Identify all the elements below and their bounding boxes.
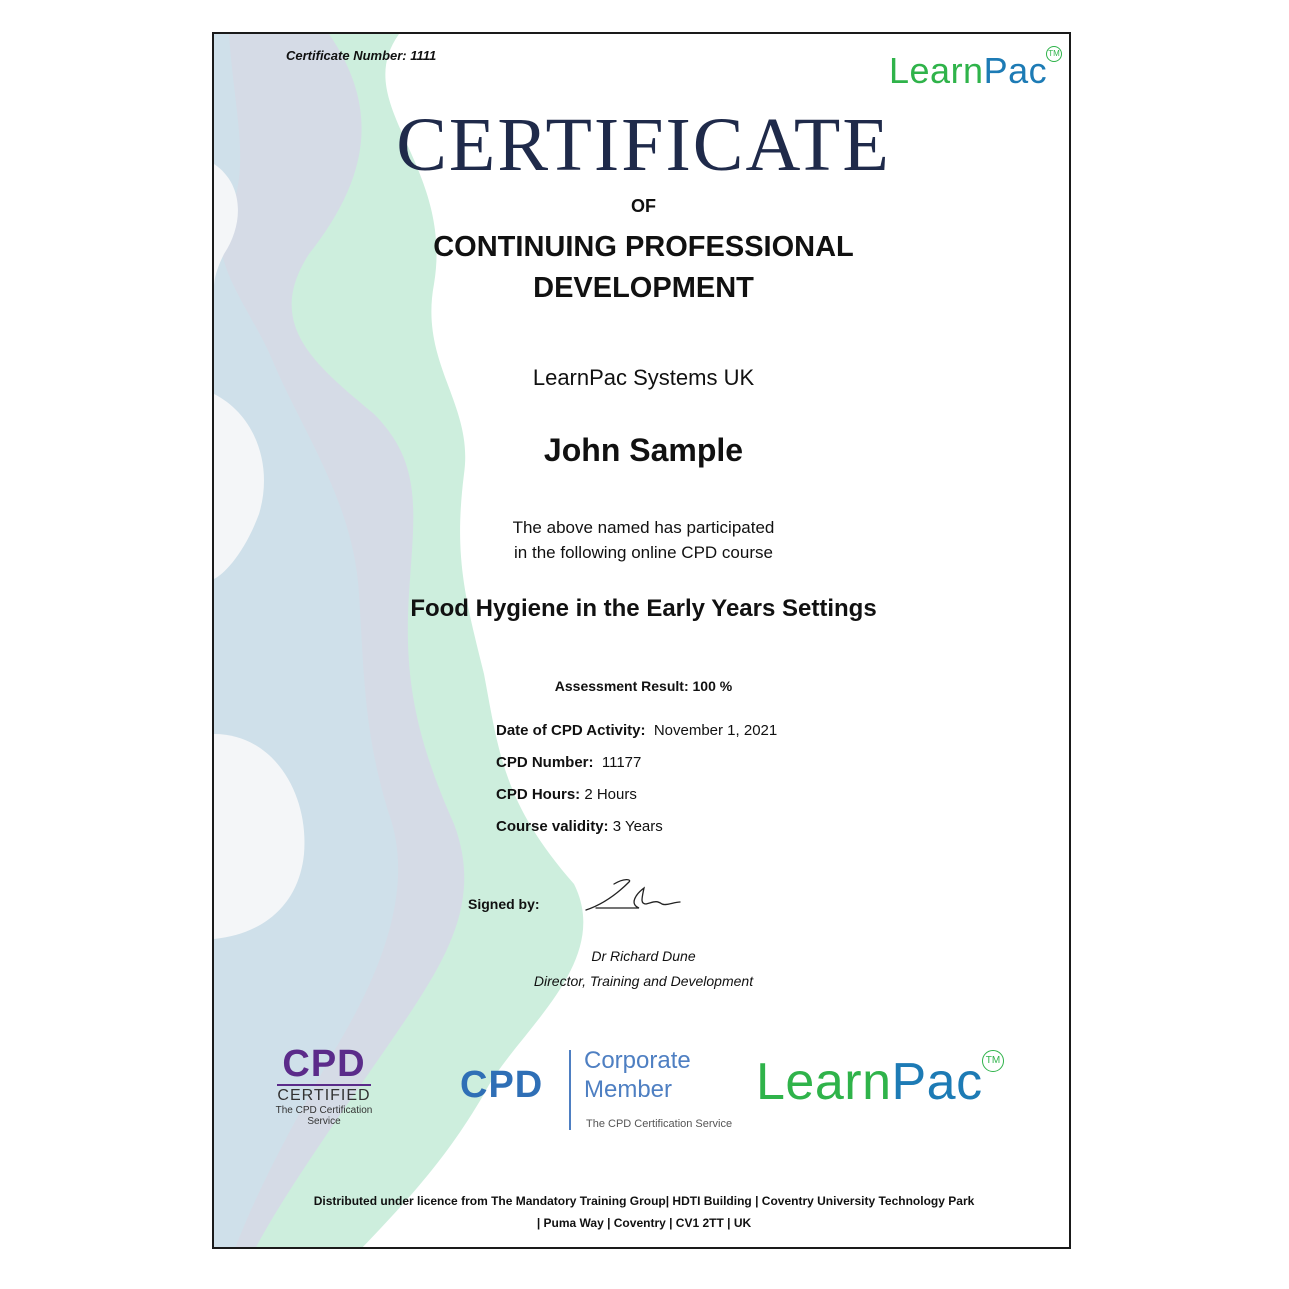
brand-part-learn: Learn	[889, 50, 984, 91]
corporate-line-2: Member	[584, 1076, 673, 1103]
cpd-certified-word: CERTIFIED	[277, 1084, 370, 1105]
corporate-member-text	[584, 1046, 691, 1104]
signed-by-label: Signed by:	[468, 896, 540, 912]
trademark-icon: TM	[1046, 46, 1062, 62]
footer-address	[274, 1190, 1014, 1234]
footer-line-1: Distributed under licence from The Mandatory Training Group| HDTI Building | Coventry University Technology Park	[313, 1194, 975, 1208]
validity-value: 3 Years	[612, 818, 663, 835]
participation-statement	[214, 515, 1071, 565]
date-label: Date of CPD Activity:	[496, 722, 646, 739]
brand-part-pac: Pac	[983, 50, 1048, 91]
recipient-name: John Sample	[543, 432, 744, 468]
organisation-name: LearnPac Systems UK	[532, 365, 755, 390]
certificate-title: CERTIFICATE	[396, 103, 891, 187]
cpd-certified-service-line1: The CPD Certification	[275, 1105, 373, 1116]
corporate-line-1: Corporate	[584, 1047, 691, 1074]
detail-validity	[496, 818, 663, 835]
validity-label: Course validity:	[496, 818, 609, 835]
cpd-number-value: 11177	[601, 754, 642, 771]
trademark-icon-large: TM	[982, 1050, 1004, 1072]
course-title: Food Hygiene in the Early Years Settings	[410, 595, 877, 622]
detail-cpd-number	[496, 754, 641, 771]
cpd-certified-mark: CPD	[282, 1043, 366, 1085]
corporate-service-text: The CPD Certification Service	[586, 1118, 733, 1130]
corporate-divider	[569, 1050, 571, 1130]
signer-title: Director, Training and Development	[533, 973, 754, 989]
learnpac-logo-bottom	[756, 1052, 983, 1112]
date-value: November 1, 2021	[653, 722, 778, 739]
hours-value: 2 Hours	[584, 786, 637, 803]
detail-date	[496, 722, 777, 739]
footer-line-2: | Puma Way | Coventry | CV1 2TT | UK	[536, 1216, 752, 1230]
certificate-number: Certificate Number: 1111	[286, 48, 437, 63]
certificate	[212, 32, 1071, 1249]
signature-image	[584, 874, 684, 919]
heading-line-1: CONTINUING PROFESSIONAL	[433, 231, 854, 263]
signer-block	[214, 944, 1071, 994]
detail-hours	[496, 786, 637, 803]
learnpac-logo-top	[889, 50, 1047, 92]
brand-big-learn: Learn	[756, 1053, 892, 1111]
hours-label: CPD Hours:	[496, 786, 581, 803]
signer-name: Dr Richard Dune	[591, 948, 696, 964]
cpd-number-label: CPD Number:	[496, 754, 594, 771]
cpd-certified-logo	[264, 1044, 384, 1127]
assessment-result: Assessment Result: 100 %	[554, 678, 733, 694]
intro-line-2: in the following online CPD course	[514, 543, 773, 562]
brand-big-pac: Pac	[891, 1053, 983, 1111]
certificate-heading	[214, 227, 1071, 309]
cpd-corporate-mark: CPD	[460, 1064, 544, 1106]
intro-line-1: The above named has participated	[512, 518, 775, 537]
heading-line-2: DEVELOPMENT	[533, 272, 754, 304]
cpd-certified-service-line2: Service	[307, 1116, 341, 1127]
title-of: OF	[631, 196, 656, 216]
